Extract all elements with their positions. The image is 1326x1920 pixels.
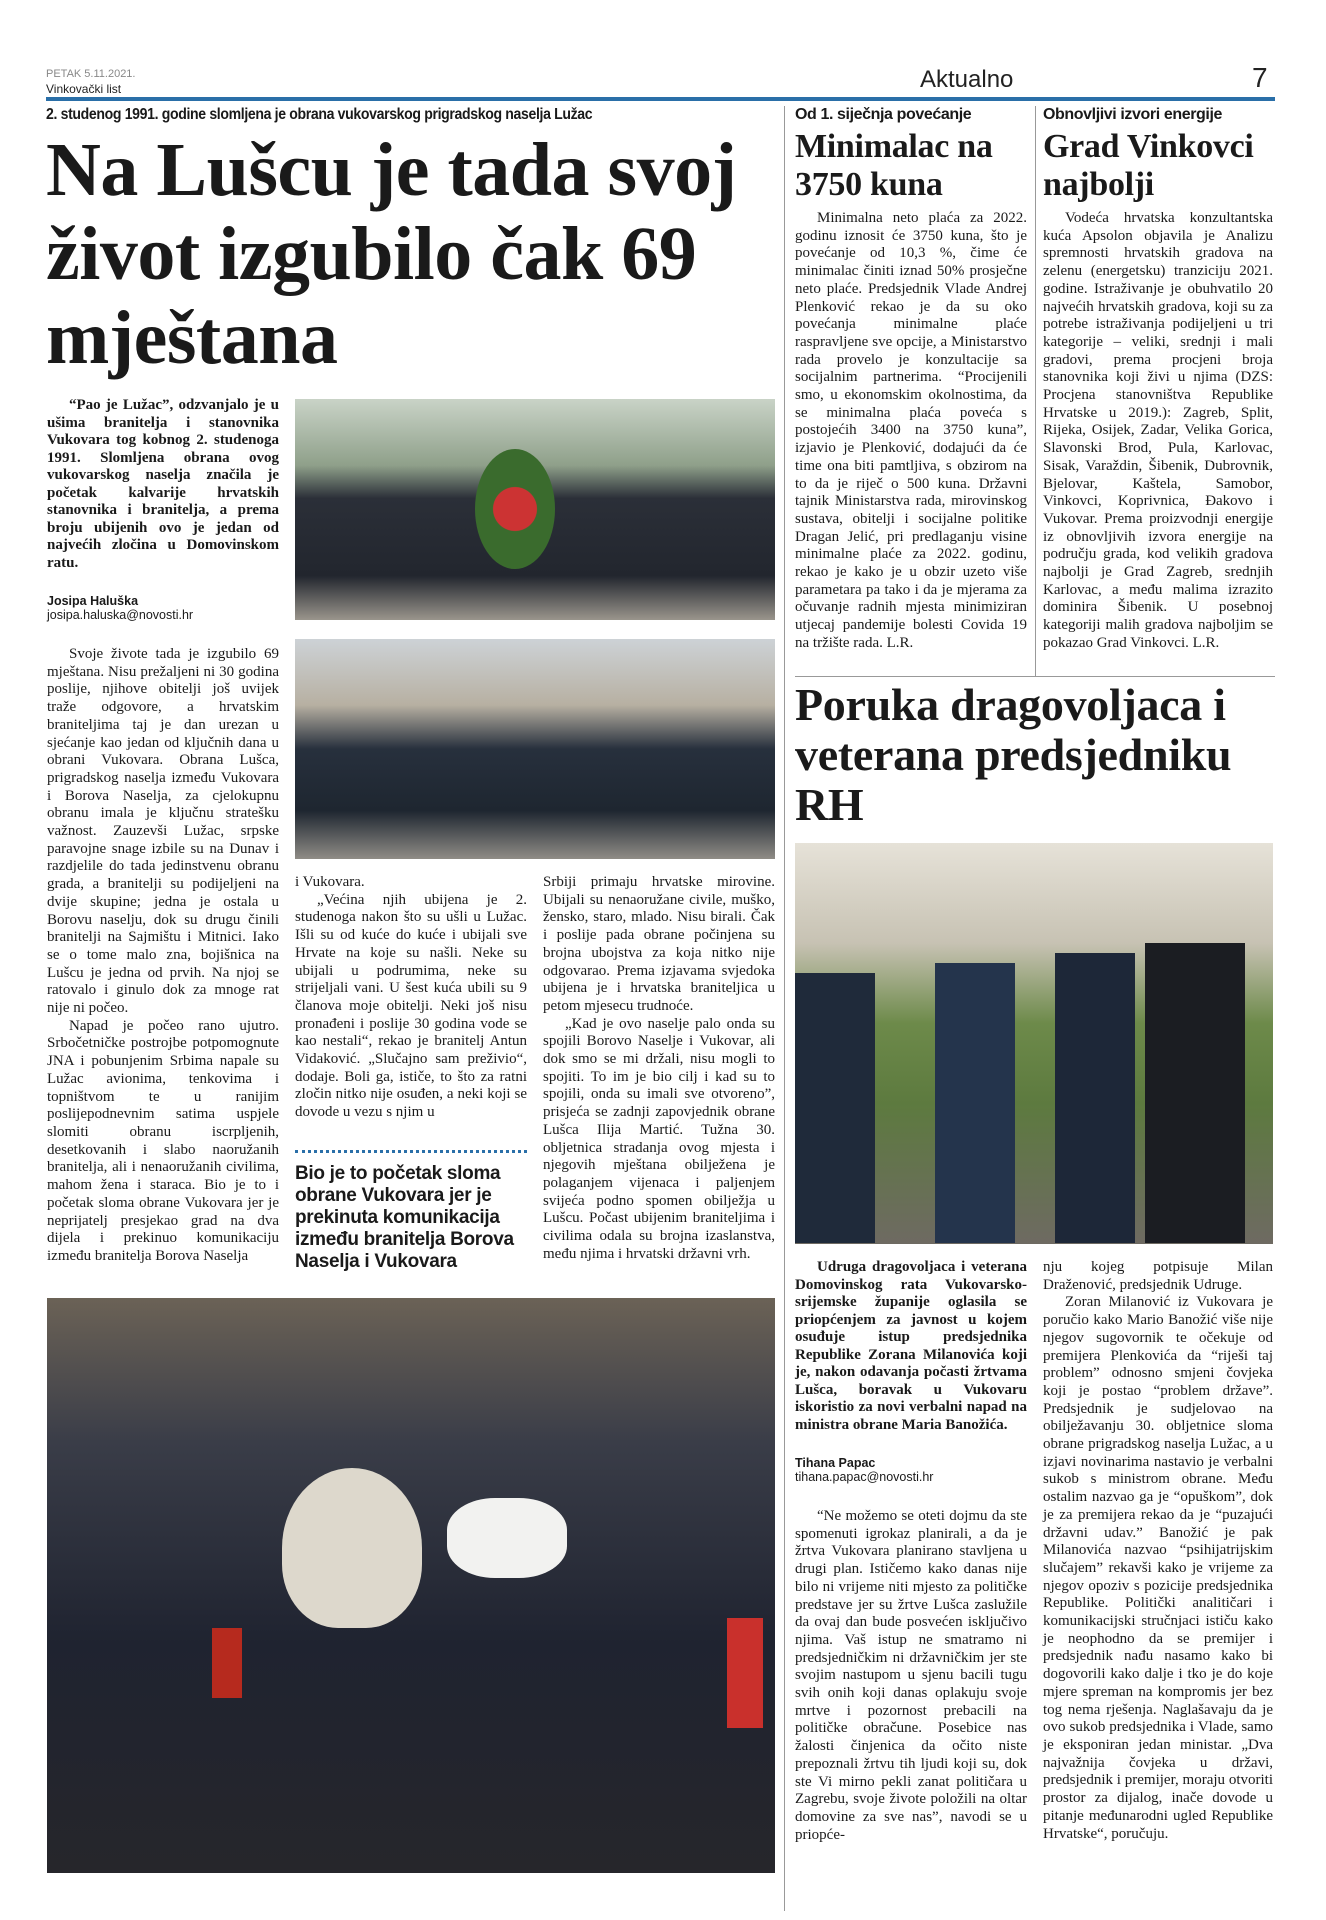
main-column-3 xyxy=(543,874,775,1286)
paragraph: i Vukovara. xyxy=(295,874,365,890)
issue-date: PETAK 5.11.2021. xyxy=(46,68,136,80)
main-kicker: 2. studenog 1991. godine slomljena je obrana vukovarskog prigradskog naselja Lužac xyxy=(46,106,593,123)
poruka-left-column xyxy=(795,1259,1027,1848)
poruka-column-1 xyxy=(795,1508,1027,1848)
person xyxy=(1145,943,1245,1243)
minimalac-body xyxy=(795,210,1027,672)
author-email[interactable]: tihana.papac@novosti.hr xyxy=(795,1470,934,1484)
newspaper-name: Vinkovački list xyxy=(46,82,122,96)
candle xyxy=(212,1628,242,1698)
author-name: Josipa Haluška xyxy=(47,594,139,608)
paragraph: Svoje živote tada je izgubilo 69 mještana. Nisu prežaljeni ni 30 godina poslije, njihove obitelji još uvijek traže odgovore, a hrvatskim braniteljima taj je dan urezan u sjećanje kao jedan od ključnih dana u obrani Vukovara. Obrana Lušca, prigradskog naselja između Vukovara i Borova Naselja, za cjelokupnu obranu imala je ključnu stratešku važnost. Zauzevši Lužac, srpske paravojne snage izbile su na Dunav i razdjelile do tada jedinstvenu obranu grada, a branitelji su podijeljeni na dvije skupine; jedna je ostala u Borovu naselju, dok su drugu činili branitelji na Sajmištu i Mitnici. Iako se o tome malo zna, bojišnica na Lušcu je jedna od prvih. Na njoj se ratovalo i ginulo dok za mnoge rat nije ni počeo. xyxy=(47,646,279,1017)
photo-president-handshake xyxy=(795,843,1273,1244)
paragraph: Minimalna neto plaća za 2022. godinu iznosit će 3750 kuna, što je povećanje od 10,3 %, čime će minimalac činiti iznad 50% prosječne neto plaće. Predsjednik Vlade Andrej Plenković rekao je da su oko povećanja minimalne plaće raspravljene sve opcije, a Ministarstvo rada provelo je konzultacije sa socijalnim partnerima. “Procijenili smo, u ekonomskim okolnostima, da se minimalna plaća poveća s postojećih 3400 na 3750 kuna”, izjavio je Plenković, dodajući da će time ona biti pamtljiva, s obzirom na to da je riječ o 500 kuna. Državni tajnik Ministarstva rada, mirovinskog sustava, obitelji i socijalne politike Dragan Jelić, pri predlaganju visine minimalne plaće za 2022. godinu, rekao je kako je u obzir uzeto više parametara pa tako i da je mjerama za očuvanje radnih mjesta minimiziran utjecaj pandemije bolesti Covida 19 na tržište rada. L.R. xyxy=(795,210,1027,651)
main-column-2 xyxy=(295,874,527,1139)
author-email[interactable]: josipa.haluska@novosti.hr xyxy=(47,608,194,622)
photo-mourners xyxy=(47,1298,775,1873)
poruka-column-2 xyxy=(1043,1259,1273,1914)
minimalac-headline: Minimalac na 3750 kuna xyxy=(795,128,993,203)
paragraph: Napad je počeo rano ujutro. Srbočetničke postrojbe potpomognute JNA i pobunjenim Srbima napale su Lužac avionima, tenkovima i topništvom te u ranijim poslijepodnevnim satima uspjele slomiti obranu iscrpljenih, desetkovanih i slabo naoružanih branitelja, ali i nenaoružanih civilima, mahom žena i staraca. Bio je to i početak sloma obrane Vukovara jer je neprijatelj presjekao grad na dva dijela i prekinuo komunikaciju između branitelja Borova Naselja xyxy=(47,1017,279,1264)
section-divider xyxy=(795,676,1275,677)
pull-quote: Bio je to početak sloma obrane Vukovara jer je prekinuta komunikacija između branitelja Borova Naselja i Vukovara xyxy=(295,1150,527,1273)
main-headline: Na Lušcu je tada svoj život izgubilo čak 69 mještana xyxy=(46,128,737,380)
main-lead: “Pao je Lužac”, odzvanjalo je u ušima branitelja i stanovnika Vukovara tog kobnog 2. studenoga 1991. Slomljena obrana ovog vukovarskog naselja značila je početak kalvarije hrvatskih stanovnika i branitelja, a prema broju ubijenih ovo je jedan od najvećih zločina u Domovinskom ratu. xyxy=(47,397,279,571)
section-title: Aktualno xyxy=(920,66,1014,93)
paragraph: „Većina njih ubijena je 2. studenoga nakon što su ušli u Lužac. Išli su od kuće do kuće i ubijali sve Hrvate na koje su našli. Neke su ubijali u podrumima, neke su strijeljali vani. U šest kuća ubili su 9 članova moje obitelji. Neki još nisu pronađeni i poslije 30 godina vode se kao nestali“, rekao je branitelj Antun Vidaković. „Slučajno sam preživio“, dodaje. Boli ga, ističe, to što za ratni zločin nitko nije osuđen, a neki koji se dovode u vezu s njim u xyxy=(295,891,527,1121)
wreath xyxy=(475,449,555,569)
paragraph: Srbiji primaju hrvatske mirovine. Ubijali su nenaoružane civile, muško, žensko, staro, mlado. Nisu birali. Čak i poslije pada obrane počinjena su brojna ubojstva za koja nitko nije odgovarao. Prema izjavama svjedoka ubijena je i hrvatska braniteljica u petom mjesecu trudnoće. xyxy=(543,874,775,1014)
person xyxy=(1055,953,1135,1243)
paragraph: “Ne možemo se oteti dojmu da ste spomenuti igrokaz planirali, a da je žrtva Vukovara planirano stavljena u drugi plan. Ističemo kako danas nije bilo ni vrijeme niti mjesto za političke predstave jer su žrtve Lušca zaslužile da ovaj dan bude posvećen isključivo njima. Vaš istup ne smatramo ni predsjedničkim ni državničkim jer ste svojim nastupom u sjenu bacili tugu svih onih koji danas oplakuju svoje mrtve i pozornost prebacili na političke obračune. Posebice nas žalosti činjenica da očito niste prepoznali žrtvu tih ljudi koji su, dok ste Vi mirno pekli zanat političara u Zagrebu, svoje živote položili na oltar domovine za sve nas”, navodi se u priopće- xyxy=(795,1508,1027,1843)
person xyxy=(795,973,875,1243)
person xyxy=(935,963,1015,1243)
paragraph: Zoran Milanović iz Vukovara je poručio kako Mario Banožić više nije njegov sugovornik te očekuje od premijera Plenkovića da “riješi taj problem” odnosno smjeni čovjeka koji je postao “problem države”. Predsjednik je sudjelovao na obilježavanju 30. obljetnice sloma obrane prigradskog naselja Lužac, a u izjavi novinarima nastavio je verbalni sukob s ministrom obrane. Među ostalim nazvao ga je “opuškom”, dok je za premijera rekao da je “puzajući državni udav.” Banožić je pak Milanovića nazvao “psihijatrijskim slučajem” rekavši kako je vrijeme za njegov opoziv s pozicije predsjednika Republike. Politički analitičari i komunikacijski stručnjaci ističu kako je neophodno da se premijer i predsjednik nađu nasamo kako bi dogovorili kako dalje i tko je do koje mjere spreman na kompromis jer bez tog nema rješenja. Naglašavaju da je ovo sukob predsjednika i Vlade, samo je eksponiran jedan ministar. „Dva najvažnija čovjeka u državi, predsjednik i premijer, moraju otvoriti prostor za dijalog, inače dovode u pitanje međunarodni ugled Republike Hrvatske“, poručuju. xyxy=(1043,1294,1273,1842)
page-number: 7 xyxy=(1252,62,1268,93)
column-divider xyxy=(784,106,785,1911)
main-left-column xyxy=(47,397,279,1264)
main-column-1 xyxy=(47,646,279,1264)
mourner xyxy=(282,1468,422,1628)
vinkovci-kicker: Obnovljivi izvori energije xyxy=(1043,106,1222,123)
minimalac-kicker: Od 1. siječnja povećanje xyxy=(795,106,972,123)
vinkovci-headline: Grad Vinkovci najbolji xyxy=(1043,128,1254,203)
paragraph: „Kad je ovo naselje palo onda su spojili Borovo Naselje i Vukovar, ali dok smo se mi držali, nisu mogli to spojiti. To im je bio cilj i kad su to spojili, onda su imali sve otvoreno”, prisjeća se zadnji zapovjednik obrane Lušca Ilija Martić. Tužna 30. obljetnica stradanja ovog mjesta i njegovih mještana obilježena je polaganjem vijenaca i paljenjem svijeća podno spomen obilježja u Lušcu. Počast ubijenim braniteljima i civilima odala su brojna izaslanstva, među njima i hrvatski državni vrh. xyxy=(543,1015,775,1262)
column-divider xyxy=(1035,106,1036,676)
paragraph: Vodeća hrvatska konzultantska kuća Apsolon objavila je Analizu spremnosti hrvatskih gradova na zelenu (energetsku) tranziciju 2021. godine. Istraživanje je obuhvatilo 20 najvećih hrvatskih gradova, koji su za potrebe istraživanja podijeljeni u tri kategorije – veliki, srednji i mali gradovi, prema procjeni broja stanovnika koji živi u njima (DZS: Procjena stanovništva Republike Hrvatske u 2019.): Zagreb, Split, Rijeka, Osijek, Zadar, Velika Gorica, Slavonski Brod, Pula, Karlovac, Sisak, Varaždin, Šibenik, Dubrovnik, Bjelovar, Kaštela, Samobor, Vinkovci, Koprivnica, Đakovo i Vukovar. Prema proizvodnji energije iz obnovljivih izvora energije na području grada, kod velikih gradova najbolji je Grad Zagreb, srednjih Karlovac, a među malima izrazito dominira Šibenik. U posebnoj kategoriji malih gradova najboljim se pokazao Grad Vinkovci. L.R. xyxy=(1043,210,1273,651)
white-flowers xyxy=(447,1498,567,1578)
poruka-headline: Poruka dragovoljaca i veterana predsjedniku RH xyxy=(795,679,1232,830)
paragraph: nju kojeg potpisuje Milan Draženović, predsjednik Udruge. xyxy=(1043,1259,1273,1293)
candle xyxy=(727,1618,763,1728)
photo-delegations xyxy=(295,639,775,859)
header-rule xyxy=(46,97,1275,101)
photo-wreath-ceremony xyxy=(295,399,775,620)
vinkovci-body xyxy=(1043,210,1273,672)
poruka-lead: Udruga dragovoljaca i veterana Domovinskog rata Vukovarsko-srijemske županije oglasila se priopćenjem za javnost u kojem osuđuje istup predsjednika Republike Zorana Milanovića koji je, nakon odavanja počasti žrtvama Lušca, boravak u Vukovaru iskoristio za novi verbalni napad na ministra obrane Maria Banožića. xyxy=(795,1259,1027,1433)
author-name: Tihana Papac xyxy=(795,1456,876,1470)
